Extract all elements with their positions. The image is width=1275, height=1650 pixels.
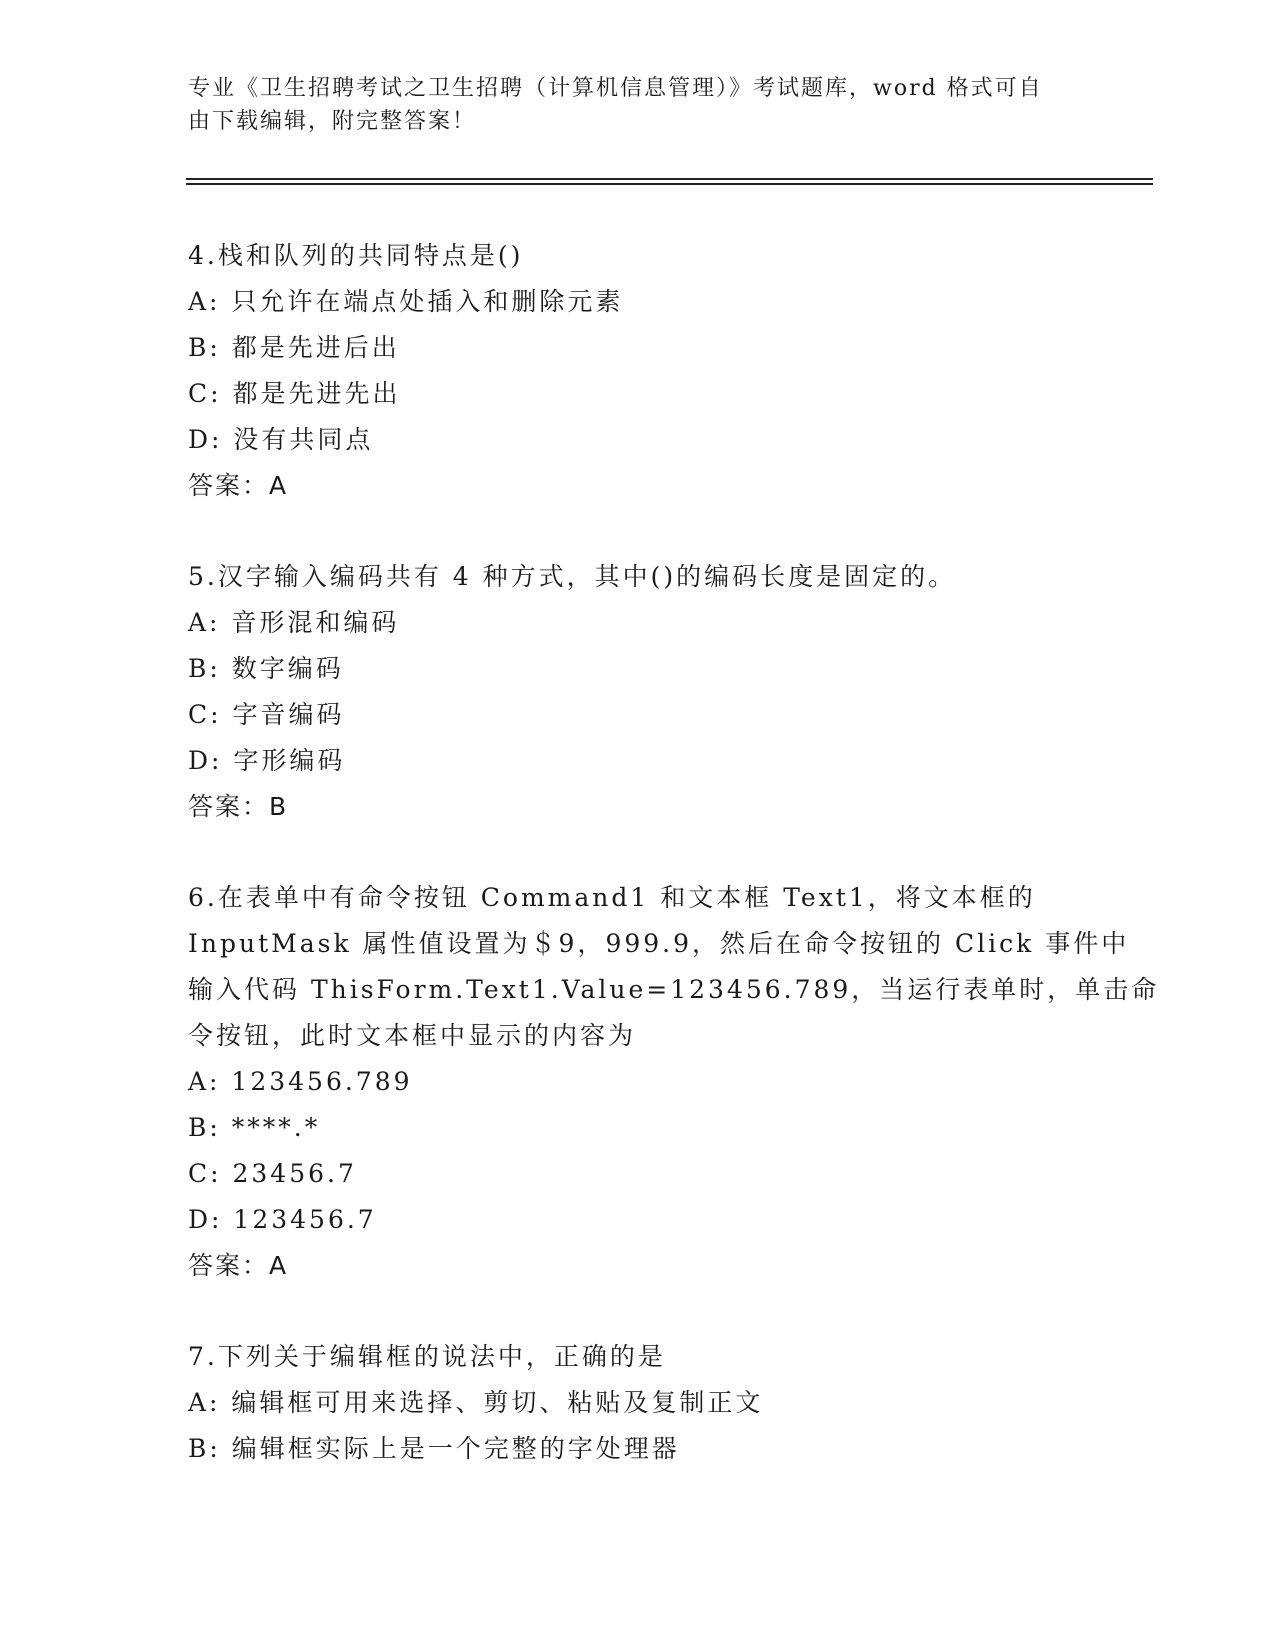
option-a: A: 编辑框可用来选择、剪切、粘贴及复制正文 — [188, 1388, 764, 1417]
header-divider-top — [186, 178, 1153, 180]
question-4 — [188, 233, 1088, 509]
option-c: C: 字音编码 — [188, 700, 345, 729]
header-line-2: 由下载编辑，附完整答案！ — [188, 109, 477, 134]
option-b: B: 数字编码 — [188, 654, 344, 683]
answer-line: 答案：A — [188, 471, 289, 500]
option-a: A: 音形混和编码 — [188, 608, 400, 637]
question-stem-line-1: 6.在表单中有命令按钮 Command1 和文本框 Text1，将文本框的 — [188, 883, 1036, 912]
question-stem-line-4: 令按钮，此时文本框中显示的内容为 — [188, 1021, 637, 1050]
option-a: A: 只允许在端点处插入和删除元素 — [188, 287, 624, 316]
question-7 — [188, 1334, 1088, 1472]
option-d: D: 字形编码 — [188, 746, 346, 775]
question-6 — [188, 875, 1160, 1289]
option-b: B: 都是先进后出 — [188, 333, 400, 362]
document-header — [188, 72, 1088, 138]
question-stem: 4.栈和队列的共同特点是() — [188, 241, 524, 270]
question-stem-line-3: 输入代码 ThisForm.Text1.Value=123456.789，当运行表单时，单击命 — [188, 975, 1160, 1004]
question-list — [188, 233, 1160, 1517]
option-b: B: 编辑框实际上是一个完整的字处理器 — [188, 1434, 680, 1463]
option-c: C: 都是先进先出 — [188, 379, 401, 408]
question-stem-line-2: InputMask 属性值设置为＄9，999.9，然后在命令按钮的 Click 事件中 — [188, 929, 1130, 958]
answer-line: 答案：A — [188, 1251, 289, 1280]
option-b: B: ****.* — [188, 1113, 321, 1142]
option-c: C: 23456.7 — [188, 1159, 357, 1188]
question-5 — [188, 554, 1088, 830]
option-a: A: 123456.789 — [188, 1067, 413, 1096]
question-stem: 5.汉字输入编码共有 4 种方式，其中()的编码长度是固定的。 — [188, 562, 957, 591]
answer-line: 答案：B — [188, 792, 289, 821]
option-d: D: 没有共同点 — [188, 425, 374, 454]
header-divider-bottom — [186, 183, 1153, 185]
header-line-1: 专业《卫生招聘考试之卫生招聘（计算机信息管理）》考试题库，word 格式可自 — [188, 76, 1043, 101]
question-stem: 7.下列关于编辑框的说法中，正确的是 — [188, 1342, 666, 1371]
option-d: D: 123456.7 — [188, 1205, 377, 1234]
